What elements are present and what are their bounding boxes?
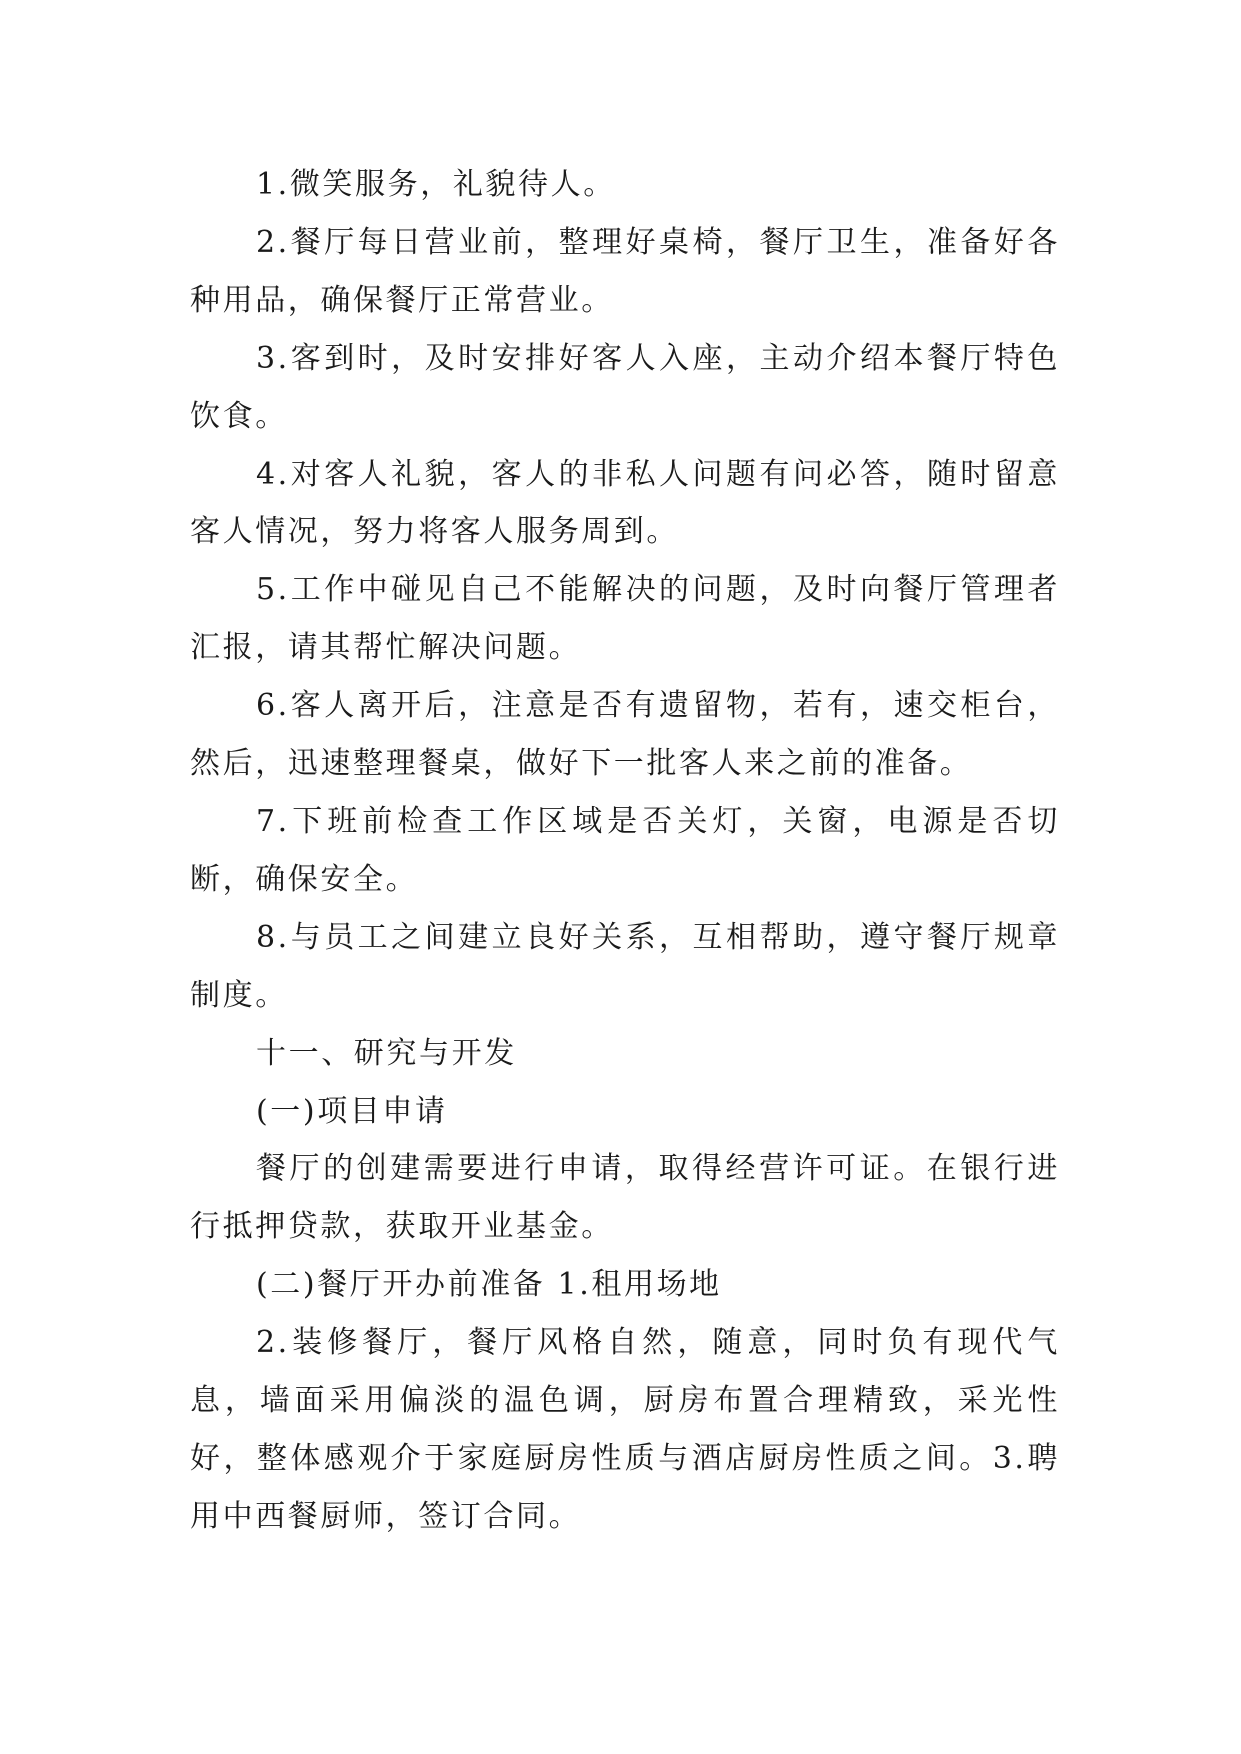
paragraph-application: 餐厅的创建需要进行申请，取得经营许可证。在银行进行抵押贷款，获取开业基金。 [190, 1151, 1060, 1245]
paragraph-item-5: 5.工作中碰见自己不能解决的问题，及时向餐厅管理者汇报，请其帮忙解决问题。 [190, 572, 1060, 666]
document-body [190, 156, 1060, 1546]
paragraph-item-4: 4.对客人礼貌，客人的非私人问题有问必答，随时留意客人情况，努力将客人服务周到。 [190, 456, 1060, 550]
section-heading: 十一、研究与开发 [256, 1035, 517, 1071]
paragraph-item-1: 1.微笑服务，礼貌待人。 [256, 167, 616, 202]
paragraph-item-2: 2.餐厅每日营业前，整理好桌椅，餐厅卫生，准备好各种用品，确保餐厅正常营业。 [190, 224, 1060, 318]
paragraph-item-6: 6.客人离开后，注意是否有遗留物，若有，速交柜台，然后，迅速整理餐桌，做好下一批客人来之前的准备。 [190, 688, 1060, 782]
paragraph-item-3: 3.客到时，及时安排好客人入座，主动介绍本餐厅特色饮食。 [190, 340, 1060, 434]
paragraph-item-8: 8.与员工之间建立良好关系，互相帮助，遵守餐厅规章制度。 [190, 919, 1060, 1013]
subsection-heading-preparation: (二)餐厅开办前准备 1.租用场地 [256, 1267, 722, 1303]
paragraph-decoration: 2.装修餐厅，餐厅风格自然，随意，同时负有现代气息，墙面采用偏淡的温色调，厨房布置合理精致，采光性好，整体感观介于家庭厨房性质与酒店厨房性质之间。3.聘用中西餐厨师，签订合同。 [190, 1325, 1060, 1534]
subsection-heading-project-application: (一)项目申请 [256, 1093, 448, 1129]
paragraph-item-7: 7.下班前检查工作区域是否关灯，关窗，电源是否切断，确保安全。 [190, 803, 1060, 897]
